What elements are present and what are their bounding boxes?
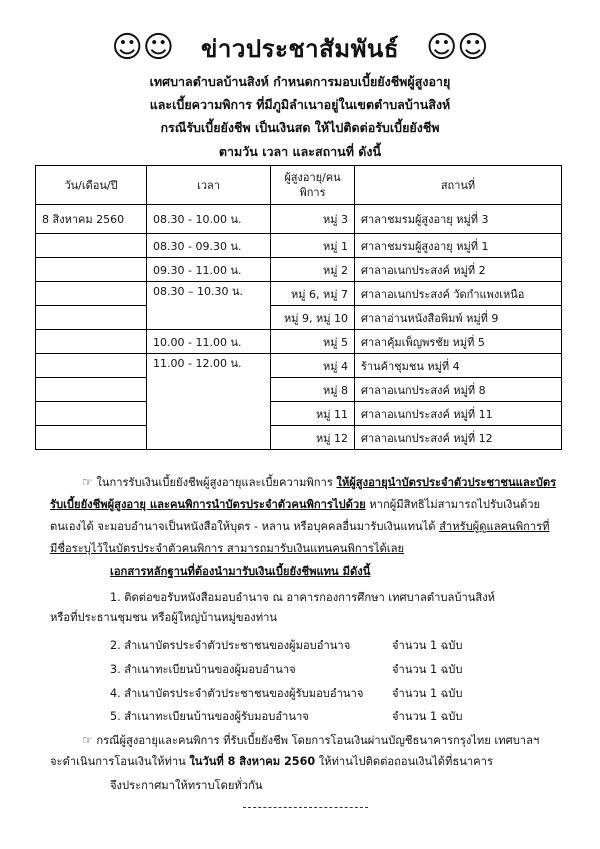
- smiley-faces-left-icon: ☺☺: [111, 30, 174, 65]
- village-cell: หมู่ 6, หมู่ 7: [271, 282, 355, 306]
- document-item: [110, 636, 550, 654]
- place-cell: ศาลาอเนกประสงค์ วัดกำแพงเหนือ: [355, 282, 562, 306]
- place-cell: ศาลาอ่านหนังสือพิมพ์ หมู่ที่ 9: [355, 306, 562, 330]
- village-cell: หมู่ 8: [271, 378, 355, 402]
- document-item-1: 1. ติดต่อขอรับหนังสือมอบอำนาจ ณ อาคารกองการศึกษา เทศบาลตำบลบ้านสิงห์: [110, 591, 496, 604]
- time-cell: 08.30 - 10.00 น.: [147, 205, 271, 234]
- table-row: [36, 258, 562, 282]
- header-group: ผู้สูงอายุ/คนพิการ: [271, 166, 355, 205]
- table-header-row: [36, 166, 562, 205]
- schedule-table: [35, 165, 562, 450]
- village-cell: หมู่ 11: [271, 402, 355, 426]
- closing-statement: จึงประกาศมาให้ทราบโดยทั่วกัน: [110, 779, 263, 792]
- village-cell: หมู่ 3: [271, 205, 355, 234]
- paragraph-bank-transfer: [82, 731, 539, 750]
- para2-text-a: กรณีผู้สูงอายุและคนพิการ ที่รับเบี้ยยังชีพ โดยการโอนเงินผ่านบัญชีธนาคารกรุงไทย เทศบาลฯ: [96, 734, 540, 747]
- place-cell: ศาลาคุ้มเพ็ญพรชัย หมู่ที่ 5: [355, 330, 562, 354]
- paragraph-bank-transfer-continued: [50, 753, 493, 771]
- place-cell: ศาลาชมรมผู้สูงอายุ หมู่ที่ 3: [355, 205, 562, 234]
- document-item-text: 4. สำเนาบัตรประจำตัวประชาชนของผู้รับมอบอำนาจ: [110, 687, 364, 700]
- place-cell: ศาลาชมรมผู้สูงอายุ หมู่ที่ 1: [355, 234, 562, 258]
- para1-text-c: หากผู้มีสิทธิไม่สามารถไปรับเงินด้วยตนเองได้ จะมอบอำนาจเป็นหนังสือให้บุตร - หลาน หรือบุคคลอื่นมารับเงินแทนได้: [50, 498, 541, 533]
- table-row: [36, 378, 562, 402]
- document-item-qty: จำนวน 1 ฉบับ: [392, 710, 463, 723]
- smiley-faces-right-icon: ☺☺: [425, 30, 489, 65]
- header-time: เวลา: [147, 166, 271, 205]
- para2-date-bold: ในวันที่ 8 สิงหาคม 2560: [189, 755, 316, 768]
- village-cell: หมู่ 12: [271, 426, 355, 450]
- heading-line-1: เทศบาลตำบลบ้านสิงห์ กำหนดการมอบเบี้ยยังชีพผู้สูงอายุ: [149, 74, 451, 89]
- table-row: [36, 354, 562, 378]
- table-row: [36, 426, 562, 450]
- page-title: ข่าวประชาสัมพันธ์: [201, 34, 399, 63]
- document-item: [110, 684, 550, 702]
- header-place: สถานที่: [355, 166, 562, 205]
- document-item-text: 5. สำเนาทะเบียนบ้านของผู้รับมอบอำนาจ: [110, 710, 309, 723]
- date-cell: 8 สิงหาคม 2560: [36, 205, 147, 234]
- place-cell: ศาลาอเนกประสงค์ หมู่ที่ 12: [355, 426, 562, 450]
- place-cell: ศาลาอเนกประสงค์ หมู่ที่ 8: [355, 378, 562, 402]
- heading-line-2: และเบี้ยความพิการ ที่มีภูมิลำเนาอยู่ในเขตตำบลบ้านสิงห์: [149, 97, 451, 112]
- time-cell: 08.30 – 10.30 น.: [147, 282, 271, 330]
- place-cell: ศาลาอเนกประสงค์ หมู่ที่ 11: [355, 402, 562, 426]
- time-cell: 09.30 - 11.00 น.: [147, 258, 271, 282]
- para2-text-b: จะดำเนินการโอนเงินให้ท่าน: [50, 755, 190, 768]
- document-item-qty: จำนวน 1 ฉบับ: [392, 639, 463, 652]
- heading-line-3: กรณีรับเบี้ยยังชีพ เป็นเงินสด ให้ไปติดต่อรับเบี้ยยังชีพ: [160, 120, 440, 135]
- header-date: วัน/เดือน/ปี: [36, 166, 147, 205]
- village-cell: หมู่ 9, หมู่ 10: [271, 306, 355, 330]
- document-item-text: 2. สำเนาบัตรประจำตัวประชาชนของผู้มอบอำนาจ: [110, 639, 351, 652]
- table-row: [36, 306, 562, 330]
- heading-line-4: ตามวัน เวลา และสถานที่ ดังนี้: [218, 144, 382, 159]
- footer-divider: [243, 807, 368, 808]
- table-row: [36, 330, 562, 354]
- document-item-qty: จำนวน 1 ฉบับ: [392, 663, 463, 676]
- time-cell: 08.30 - 09.30 น.: [147, 234, 271, 258]
- time-cell: 10.00 - 11.00 น.: [147, 330, 271, 354]
- village-cell: หมู่ 5: [271, 330, 355, 354]
- table-row: [36, 402, 562, 426]
- place-cell: ศาลาอเนกประสงค์ หมู่ที่ 2: [355, 258, 562, 282]
- para1-text-a: ในการรับเงินเบี้ยยังชีพผู้สูงอายุและเบี้ยความพิการ: [96, 476, 337, 489]
- village-cell: หมู่ 1: [271, 234, 355, 258]
- table-row: [36, 205, 562, 234]
- title-row: [0, 28, 600, 68]
- paragraph-instructions: [50, 471, 560, 560]
- table-row: [36, 234, 562, 258]
- document-item-1-continued: หรือที่ประธานชุมชน หรือผู้ใหญ่บ้านหมู่ของท่าน: [50, 611, 278, 624]
- pointing-hand-icon: ☞: [82, 733, 93, 747]
- documents-heading: เอกสารหลักฐานที่ต้องนำมารับเงินเบี้ยยังชีพแทน มีดังนี้: [110, 565, 371, 578]
- village-cell: หมู่ 4: [271, 354, 355, 378]
- place-cell: ร้านค้าชุมชน หมู่ที่ 4: [355, 354, 562, 378]
- document-item-text: 3. สำเนาทะเบียนบ้านของผู้มอบอำนาจ: [110, 663, 296, 676]
- document-item: [110, 707, 550, 725]
- para2-text-d: ให้ท่านไปติดต่อถอนเงินได้ที่ธนาคาร: [315, 755, 493, 768]
- time-cell: 11.00 - 12.00 น.: [147, 354, 271, 450]
- para1-text-bold: ให้ผู้สูงอายุนำบัตรประจำตัวประชาชนและบัตรรับเบี้ยยังชีพผู้สูงอายุ และคนพิการนำบัตรประจำตัวคนพิการไปด้วย: [50, 476, 557, 511]
- pointing-hand-icon: ☞: [82, 475, 93, 489]
- table-row: [36, 282, 562, 306]
- para1-text-underlined: สำหรับผู้ดูแลคนพิการที่มีชื่อระบุไว้ในบัตรประจำตัวคนพิการ สามารถมารับเงินแทนคนพิการได้เลย: [50, 520, 550, 555]
- document-item: [110, 660, 550, 678]
- document-item-qty: จำนวน 1 ฉบับ: [392, 687, 463, 700]
- village-cell: หมู่ 2: [271, 258, 355, 282]
